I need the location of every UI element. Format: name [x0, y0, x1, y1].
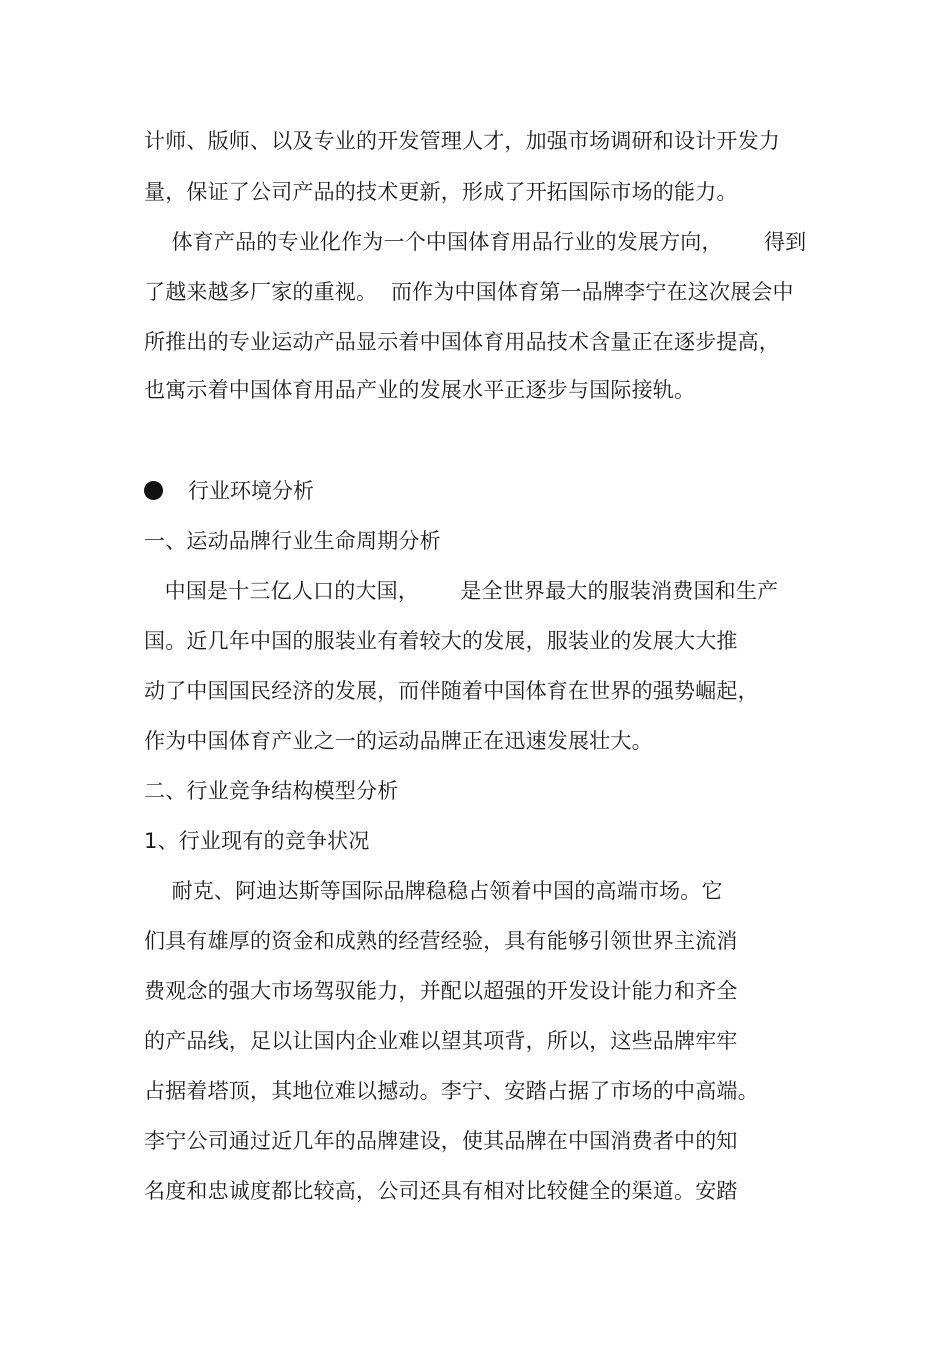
- heading-competition-model: 二、行业竞争结构模型分析: [144, 779, 399, 803]
- paragraph-line: 计师、版师、以及专业的开发管理人才，加强市场调研和设计开发力: [144, 129, 780, 153]
- paragraph-line: 国。近几年中国的服装业有着较大的发展，服装业的发展大大推: [144, 629, 738, 653]
- paragraph-line: 动了中国国民经济的发展，而伴随着中国体育在世界的强势崛起，: [144, 679, 759, 703]
- paragraph-line: 李宁公司通过近几年的品牌建设，使其品牌在中国消费者中的知: [144, 1129, 738, 1153]
- paragraph-line: 费观念的强大市场驾驭能力，并配以超强的开发设计能力和齐全: [144, 979, 738, 1003]
- heading-current-competition: 1、行业现有的竞争状况: [144, 829, 370, 853]
- paragraph-line: 体育产品的专业化作为一个中国体育用品行业的发展方向， 得到: [144, 230, 807, 254]
- section-title: 行业环境分析: [188, 479, 314, 503]
- paragraph-line: 占据着塔顶，其地位难以撼动。李宁、安踏占据了市场的中高端。: [144, 1079, 759, 1103]
- paragraph-line: 所推出的专业运动产品显示着中国体育用品技术含量正在逐步提高，: [144, 330, 780, 354]
- paragraph-line: 耐克、阿迪达斯等国际品牌稳稳占领着中国的高端市场。它: [144, 879, 723, 903]
- paragraph-line: 们具有雄厚的资金和成熟的经营经验，具有能够引领世界主流消: [144, 929, 738, 953]
- paragraph-line: 了越来越多厂家的重视。 而作为中国体育第一品牌李宁在这次展会中: [144, 280, 794, 304]
- paragraph-line: 名度和忠诚度都比较高，公司还具有相对比较健全的渠道。安踏: [144, 1179, 738, 1203]
- paragraph-line: 的产品线，足以让国内企业难以望其项背，所以，这些品牌牢牢: [144, 1029, 738, 1053]
- paragraph-line: 中国是十三亿人口的大国， 是全世界最大的服装消费国和生产: [144, 579, 779, 603]
- paragraph-line: 量，保证了公司产品的技术更新，形成了开拓国际市场的能力。: [144, 180, 738, 204]
- paragraph-line: 也寓示着中国体育用品产业的发展水平正逐步与国际接轨。: [144, 378, 696, 402]
- paragraph-line: 作为中国体育产业之一的运动品牌正在迅速发展壮大。: [144, 729, 653, 753]
- bullet-icon: [144, 481, 163, 500]
- heading-life-cycle: 一、运动品牌行业生命周期分析: [144, 529, 441, 553]
